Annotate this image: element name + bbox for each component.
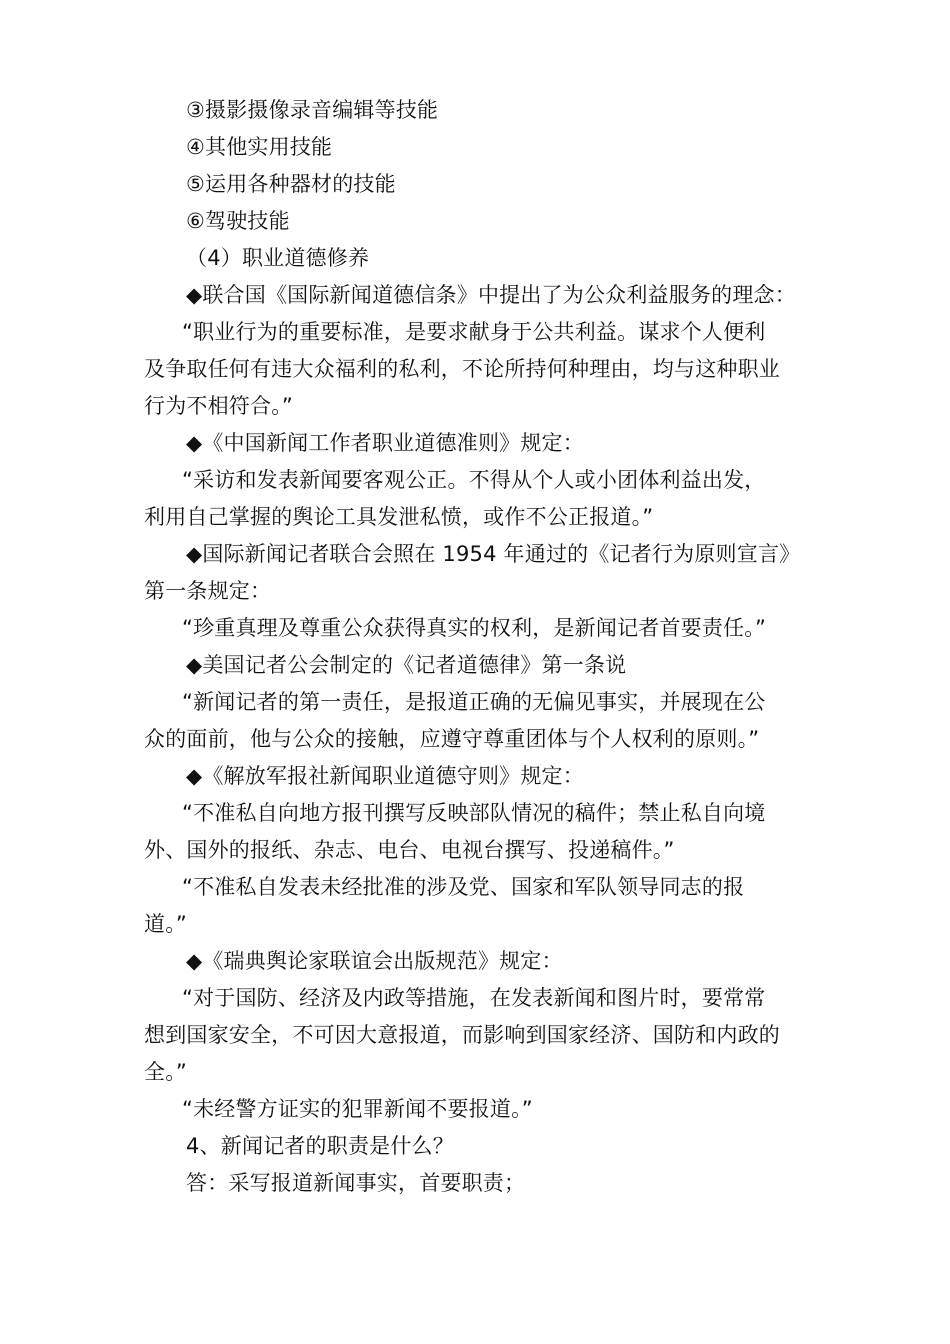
quote-paragraph: “未经警方证实的犯罪新闻不要报道。” [182, 1097, 533, 1121]
bullet-china-code: ◆《中国新闻工作者职业道德准则》规定： [186, 431, 584, 455]
skill-item-6: ⑥驾驶技能 [186, 209, 290, 233]
quote-paragraph: “对于国防、经济及内政等措施，在发表新闻和图片时，要常常 [182, 986, 766, 1010]
quote-paragraph: 道。” [144, 912, 187, 936]
quote-paragraph: 众的面前，他与公众的接触，应遵守尊重团体与个人权利的原则。” [144, 727, 760, 751]
quote-paragraph: “职业行为的重要标准，是要求献身于公共利益。谋求个人便利 [182, 320, 766, 344]
question-heading: 4、新闻记者的职责是什么？ [186, 1134, 454, 1158]
quote-paragraph: 及争取任何有违大众福利的私利，不论所持何种理由，均与这种职业 [144, 357, 780, 381]
skill-item-3: ③摄影摄像录音编辑等技能 [186, 98, 439, 122]
quote-paragraph: 行为不相符合。” [144, 394, 293, 418]
quote-paragraph: 想到国家安全，不可因大意报道，而影响到国家经济、国防和内政的 [144, 1023, 780, 1047]
quote-paragraph: “新闻记者的第一责任，是报道正确的无偏见事实，并展现在公 [182, 690, 766, 714]
bullet-sweden-code: ◆《瑞典舆论家联谊会出版规范》规定： [186, 949, 563, 973]
quote-paragraph: “不准私自发表未经批准的涉及党、国家和军队领导同志的报 [182, 875, 745, 899]
bullet-ifj-declaration: ◆国际新闻记者联合会照在 1954 年通过的《记者行为原则宣言》 [186, 542, 801, 566]
quote-paragraph: 全。” [144, 1060, 187, 1084]
skill-item-4: ④其他实用技能 [186, 135, 333, 159]
bullet-un-code: ◆联合国《国际新闻道德信条》中提出了为公众利益服务的理念： [186, 283, 796, 307]
answer-paragraph: 答：采写报道新闻事实，首要职责； [186, 1171, 526, 1195]
quote-paragraph: “珍重真理及尊重公众获得真实的权利，是新闻记者首要责任。” [182, 616, 767, 640]
bullet-pla-daily: ◆《解放军报社新闻职业道德守则》规定： [186, 764, 584, 788]
quote-paragraph: “不准私自向地方报刊撰写反映部队情况的稿件；禁止私自向境 [182, 801, 766, 825]
bullet-us-guild: ◆美国记者公会制定的《记者道德律》第一条说 [186, 653, 627, 677]
quote-paragraph: “采访和发表新闻要客观公正。不得从个人或小团体利益出发， [182, 468, 766, 492]
quote-paragraph: 利用自己掌握的舆论工具发泄私愤，或作不公正报道。” [144, 505, 654, 529]
skill-item-5: ⑤运用各种器材的技能 [186, 172, 396, 196]
quote-paragraph: 外、国外的报纸、杂志、电台、电视台撰写、投递稿件。” [144, 838, 675, 862]
section-heading: （4）职业道德修养 [186, 246, 370, 270]
body-paragraph: 第一条规定： [144, 579, 272, 603]
